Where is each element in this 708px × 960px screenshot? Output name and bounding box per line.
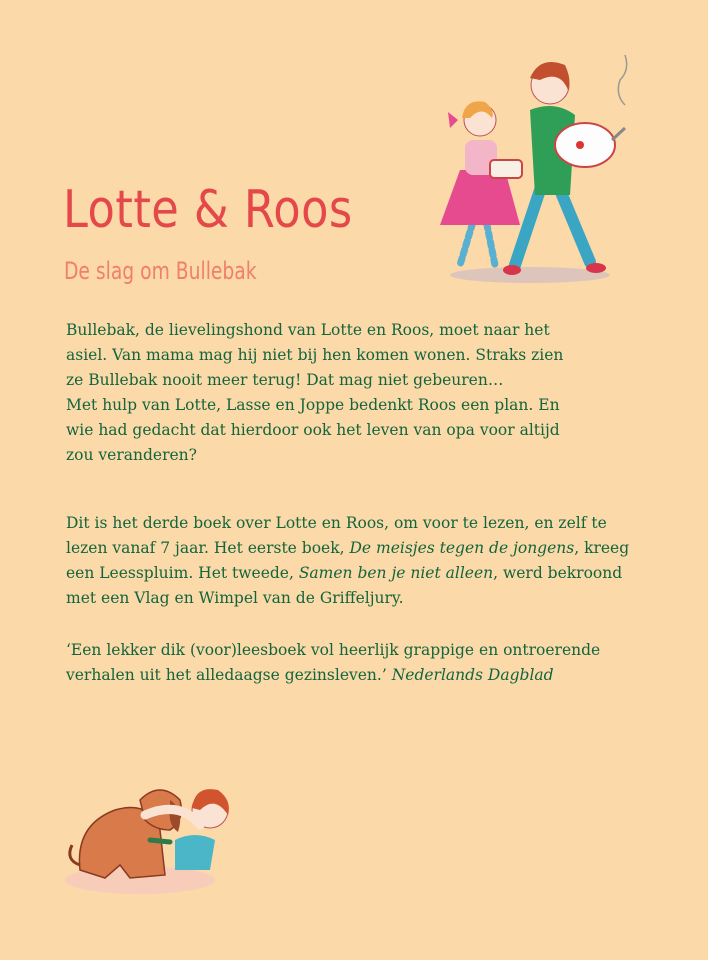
text-segment: lezen vanaf 7 jaar. Het eerste boek, <box>66 539 350 557</box>
text-line: wie had gedacht dat hierdoor ook het leven van opa voor altijd <box>66 421 560 439</box>
text-line: zou veranderen? <box>66 446 197 464</box>
text-segment: een Leesspluim. Het tweede, <box>66 564 299 582</box>
text-line: asiel. Van mama mag hij niet bij hen komen wonen. Straks zien <box>66 346 564 364</box>
second-book-title: Samen ben je niet alleen <box>298 564 494 582</box>
text-line: met een Vlag en Wimpel van de Griffeljury. <box>66 589 404 607</box>
text-segment: , werd bekroond <box>493 564 623 582</box>
girl-hugging-dog-illustration <box>60 770 250 900</box>
text-segment: , kreeg <box>574 539 630 557</box>
text-line <box>66 663 666 688</box>
text-line: ‘Een lekker dik (voor)leesboek vol heerlijk grappige en ontroerende <box>66 641 601 659</box>
text-segment: verhalen uit het alledaagse gezinsleven.’ <box>66 666 392 684</box>
text-line <box>66 561 666 586</box>
quote-source: Nederlands Dagblad <box>391 666 554 684</box>
text-line: Met hulp van Lotte, Lasse en Joppe bedenkt Roos een plan. En <box>66 396 560 414</box>
first-book-title: De meisjes tegen de jongens <box>349 539 575 557</box>
book-title: Lotte & Roos <box>63 180 353 240</box>
blurb-paragraph-1 <box>66 318 666 468</box>
text-line: ze Bullebak nooit meer terug! Dat mag niet gebeuren… <box>66 371 504 389</box>
review-quote <box>66 638 666 688</box>
two-girls-illustration <box>420 40 640 290</box>
blurb-paragraph-2 <box>66 511 666 611</box>
text-line: Dit is het derde boek over Lotte en Roos, om voor te lezen, en zelf te <box>66 514 607 532</box>
book-subtitle: De slag om Bullebak <box>64 257 257 285</box>
text-line: Bullebak, de lievelingshond van Lotte en Roos, moet naar het <box>66 321 550 339</box>
text-line <box>66 536 666 561</box>
